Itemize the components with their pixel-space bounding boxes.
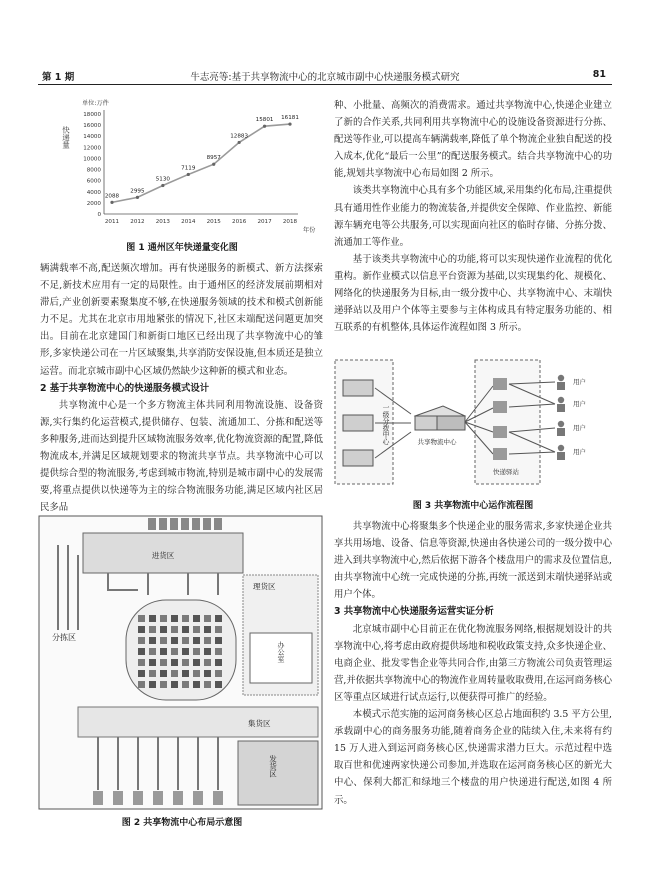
sorting-cell <box>171 670 178 677</box>
user-icon <box>558 445 564 451</box>
sorting-cell <box>149 659 156 666</box>
collection-area-label: 集货区 <box>248 719 271 728</box>
collection-area <box>78 707 318 737</box>
sorting-cell <box>215 648 222 655</box>
primary-hub-label: 一级分拨中心 <box>381 404 389 445</box>
sorting-cell <box>171 648 178 655</box>
paragraph: 共享物流中心将聚集多个快递企业的服务需求,多家快递企业共享共用场地、设备、信息等资源,快递由各快递公司的一级分拨中心进入到共享物流中心,然后依据下游各个楼盘用户的需求及位置信息,由共享物流中心统一完成快递的分拣,再统一派送到末端快递驿站或用户个体。 <box>334 521 612 601</box>
right-column-text-top <box>334 97 612 336</box>
y-tick-label: 8000 <box>86 167 101 174</box>
sorting-cell <box>149 648 156 655</box>
sorting-cell <box>215 659 222 666</box>
sorting-cell <box>138 648 145 655</box>
sorting-cell <box>160 648 167 655</box>
sorting-cell <box>215 670 222 677</box>
sorting-cell <box>160 615 167 622</box>
section-2-heading: 2 基于共享物流中心的快递服务模式设计 <box>40 382 210 394</box>
figure2-layout-diagram <box>38 515 323 810</box>
sorting-cell <box>160 626 167 633</box>
sorting-cell <box>193 659 200 666</box>
sorting-cell <box>182 637 189 644</box>
running-title: 牛志亮等:基于共享物流中心的北京城市副中心快递服务模式研究 <box>190 72 460 83</box>
x-tick-label: 2016 <box>232 219 247 225</box>
user-icon <box>558 375 564 381</box>
chart-xlabel: 年份 <box>303 227 316 234</box>
figure1-chart <box>60 96 318 236</box>
x-tick-label: 2017 <box>257 219 272 225</box>
sorting-cell <box>193 681 200 688</box>
x-tick-label: 2012 <box>130 219 145 225</box>
user-icon <box>558 397 564 403</box>
shared-center-label: 共享物流中心 <box>417 438 457 446</box>
sorting-cell <box>204 681 211 688</box>
sorting-cell <box>171 626 178 633</box>
sorting-cell <box>149 626 156 633</box>
user-icon-body <box>557 452 565 460</box>
sorting-cell <box>204 615 211 622</box>
issue-number: 第 1 期 <box>42 72 75 83</box>
data-point <box>136 196 139 199</box>
sorting-cell <box>160 681 167 688</box>
sorting-cell <box>182 615 189 622</box>
user-icon <box>558 421 564 427</box>
sorting-cell <box>149 615 156 622</box>
sorting-cell <box>215 637 222 644</box>
data-label: 2088 <box>104 193 120 200</box>
data-point <box>110 201 113 204</box>
user-icon-body <box>557 382 565 390</box>
sorting-cell <box>215 681 222 688</box>
figure2-caption: 图 2 共享物流中心布局示意图 <box>121 818 243 828</box>
sorting-cell <box>160 659 167 666</box>
page-number: 81 <box>592 69 606 80</box>
x-tick-label: 2015 <box>206 219 221 225</box>
paragraph: 种、小批量、高频次的消费需求。通过共享物流中心,快递企业建立了新的合作关系,共同利用共享物流中心的设施设备资源进行分拣、配送等作业,可以提高车辆满载率,降低了单个物流企业独自配送的投入成本,优化“最后一公里”的配送服务模式。结合共享物流中心的功能,规划共享物流中心布局如图 2 所示。 <box>334 100 612 180</box>
station-label: 快递驿站 <box>493 468 519 476</box>
sorting-cell <box>193 637 200 644</box>
sorting-cell <box>138 626 145 633</box>
figure1-caption: 图 1 通州区年快递量变化图 <box>126 243 238 253</box>
user-label: 用户 <box>573 400 586 408</box>
sorting-cell <box>171 659 178 666</box>
sorting-cell <box>193 626 200 633</box>
sorting-cell <box>204 637 211 644</box>
sorting-cell <box>138 681 145 688</box>
data-label: 12883 <box>230 133 249 140</box>
sorting-cell <box>138 615 145 622</box>
sorting-cell <box>138 670 145 677</box>
sorting-cell <box>193 615 200 622</box>
paragraph: 本模式示范实施的运河商务核心区总占地面积约 3.5 平方公里,承载副中心的商务服务功能,随着商务企业的陆续入住,未来将有约 15 万人进入到运河商务核心区,快递需求潜力巨大。示范过程中选取百世和优速两家快递公司参加,并选取在运河商务核心区的新光大中心、保利大都汇和绿地三个楼盘的用户快递进行配送,如图 4 所示。 <box>334 709 612 806</box>
y-tick-label: 10000 <box>83 156 101 163</box>
left-column-text <box>40 260 323 516</box>
sorting-cell <box>215 615 222 622</box>
user-icon-body <box>557 428 565 436</box>
user-label: 用户 <box>573 424 586 432</box>
station-region <box>475 360 540 484</box>
figure3-caption: 图 3 共享物流中心运作流程图 <box>412 501 534 511</box>
y-tick-label: 12000 <box>83 145 101 152</box>
sorting-cell <box>171 615 178 622</box>
y-tick-label: 14000 <box>83 134 101 141</box>
data-point <box>288 123 291 126</box>
sorting-cell <box>182 681 189 688</box>
running-header <box>38 66 612 86</box>
data-point <box>263 125 266 128</box>
tally-area-label: 理货区 <box>253 582 276 591</box>
sorting-cell <box>204 626 211 633</box>
sorting-cell <box>149 637 156 644</box>
user-icons <box>557 375 586 460</box>
chart-data-labels <box>105 115 299 199</box>
section-3-heading: 3 共享物流中心快递服务运营实证分析 <box>334 606 494 618</box>
chart-x-ticks <box>105 219 298 225</box>
paragraph: 北京城市副中心目前正在优化物流服务网络,根据规划设计的共享物流中心,将考虑由政府提供场地和税收政策支持,众多快递企业、电商企业、批发零售企业等共同合作,由第三方物流公司负责管理运营,并依据共享物流中心的物流作业周转量收取费用,在运河商务核心区等重点区域进行试点运行,以便获得可推广的经验。 <box>334 623 612 703</box>
office-label: 办公室 <box>277 641 285 663</box>
header-rule <box>38 84 612 85</box>
data-point <box>238 141 241 144</box>
paragraph: 共享物流中心是一个多方物流主体共同利用物流设施、设备资源,实行集约化运营模式,提供储存、包装、流通加工、分拣和配送等多种服务,进而达到提升区域物流服务效率,优化物流资源的配置,降低物流成本,并满足区域规划要求的物流共享节点。共享物流中心可以提供综合型的物流服务,考虑到城市物流,特别是城市副中心的发展需要,将重点提供以快递等为主的综合物流服务功能,满足区域内社区居民多品 <box>40 399 323 514</box>
data-label: 8957 <box>206 155 221 162</box>
receiving-area-label: 进货区 <box>151 551 175 560</box>
dock-bays-top <box>148 518 222 530</box>
sorting-cell <box>193 648 200 655</box>
data-label: 2995 <box>130 188 145 195</box>
sorting-cell <box>204 659 211 666</box>
user-icon-body <box>557 404 565 412</box>
shipping-area <box>238 741 318 805</box>
sorting-cell <box>138 659 145 666</box>
sorting-cell <box>149 670 156 677</box>
y-tick-label: 2000 <box>86 200 101 207</box>
chart-ylabel: 快递量 <box>61 126 71 149</box>
x-tick-label: 2018 <box>282 219 298 225</box>
x-tick-label: 2011 <box>104 219 120 225</box>
sorting-cell <box>182 626 189 633</box>
sorting-cell <box>160 637 167 644</box>
sorting-cell <box>138 637 145 644</box>
right-column-text-bottom <box>334 518 612 809</box>
data-label: 5130 <box>155 176 170 183</box>
y-tick-label: 4000 <box>86 189 101 196</box>
sorting-cell <box>149 681 156 688</box>
sorting-cell <box>204 670 211 677</box>
y-tick-label: 6000 <box>86 178 101 185</box>
sorting-cell <box>182 648 189 655</box>
hub-server-icons <box>343 380 373 466</box>
shared-center-icon <box>415 406 465 430</box>
data-label: 16181 <box>281 115 299 122</box>
paragraph: 辆满载率不高,配送频次增加。再有快递服务的新模式、新方法探索不足,新技术应用有一定的局限性。由于通州区的经济发展前期相对滞后,产业创新要素聚集度不够,在快递服务领域的技术和模式创新能力不足。尤其在北京市用地紧张的情况下,社区末端配送问题更加突出。目前在北京建国门和新街口地区已经出现了共享物流中心的雏形,多家快递公司在一片区域聚集,共享消防安保设施,但本质还是独立运营。而北京城市副中心区域仍然缺少这种新的模式和业态。 <box>40 263 323 377</box>
x-tick-label: 2014 <box>181 219 196 225</box>
sorting-area-label: 分拣区 <box>52 633 76 642</box>
sorting-cell <box>171 637 178 644</box>
sorting-cell <box>182 670 189 677</box>
figure3-flow-diagram <box>333 356 613 491</box>
paragraph: 该类共享物流中心具有多个功能区域,采用集约化布局,注重提供具有通用性作业能力的物流装备,并提供安全保障、作业监控、新能源车辆充电等公共服务,可以实现面向社区的临时存储、分拣分拨、流通加工等作业。 <box>334 185 612 248</box>
x-tick-label: 2013 <box>155 219 170 225</box>
user-label: 用户 <box>573 378 586 386</box>
shipping-area-label: 发货区 <box>268 755 278 778</box>
sorting-cell <box>215 626 222 633</box>
data-point <box>187 173 190 176</box>
sorting-cell <box>171 681 178 688</box>
data-point <box>161 184 164 187</box>
y-tick-label: 18000 <box>83 112 101 118</box>
y-tick-label: 16000 <box>83 123 101 130</box>
sorting-cell <box>193 670 200 677</box>
sorting-cell <box>204 648 211 655</box>
paragraph: 基于该类共享物流中心的功能,将可以实现快递作业流程的优化重构。新作业模式以信息平台资源为基础,以实现集约化、规模化、网络化的快递服务为目标,由一级分拨中心、共享物流中心、末端快递驿站以及用户个体等主要参与主体构成具有特定服务功能的、相互联系的有机整体,具体运作流程如图 3 所示。 <box>334 253 612 334</box>
sorting-cell <box>182 659 189 666</box>
data-point <box>212 163 215 166</box>
sorting-cell <box>160 670 167 677</box>
chart-unit-label: 单位:万件 <box>82 100 109 107</box>
chart-y-ticks <box>83 112 101 218</box>
y-tick-label: 0 <box>97 212 101 218</box>
data-label: 7119 <box>181 165 196 172</box>
user-label: 用户 <box>573 448 586 456</box>
data-label: 15801 <box>255 117 274 124</box>
